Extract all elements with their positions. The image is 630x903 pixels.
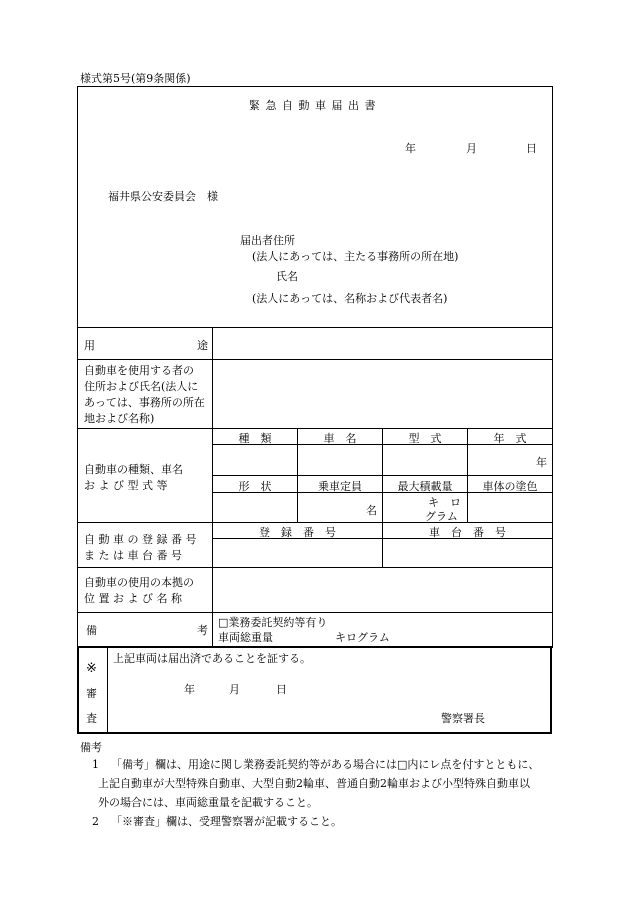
applicant-address-note: (法人にあっては、主たる事務所の所在地) bbox=[252, 250, 459, 263]
reg-label-1: 自 動 車 の 登 録 番 号 bbox=[84, 533, 197, 546]
load-unit-1: キ ロ bbox=[428, 496, 461, 509]
type-header-kind: 種 類 bbox=[238, 432, 272, 445]
remarks-checkbox-line[interactable]: □業務委託契約等有り bbox=[218, 616, 328, 629]
remarks-weight-unit: キログラム bbox=[335, 631, 390, 644]
review-day: 日 bbox=[276, 683, 287, 696]
spec-header-load: 最大積載量 bbox=[397, 480, 453, 493]
load-unit-2: グラム bbox=[425, 510, 458, 523]
review-label-1: 審 bbox=[86, 687, 97, 700]
type-label-2: お よ び 型 式 等 bbox=[84, 479, 168, 492]
applicant-address-label: 届出者住所 bbox=[240, 234, 295, 247]
remarks-weight-label: 車両総重量 bbox=[218, 631, 273, 644]
note-2-line-1: 「※審査」欄は、受理警察署が記載すること。 bbox=[111, 815, 342, 828]
review-chief: 警察署長 bbox=[441, 712, 485, 725]
base-label-1: 自動車の使用の本拠の bbox=[84, 576, 194, 589]
remarks-label-left: 備 bbox=[86, 624, 97, 637]
addressee: 福井県公安委員会 様 bbox=[108, 190, 218, 203]
applicant-name-label: 氏名 bbox=[276, 270, 298, 283]
remarks-label-right: 考 bbox=[197, 624, 208, 637]
date-year[interactable]: 年 bbox=[405, 142, 416, 155]
type-header-name: 車 名 bbox=[323, 432, 357, 445]
year-unit: 年 bbox=[536, 456, 547, 469]
purpose-label-right: 途 bbox=[197, 339, 208, 352]
review-label-2: 査 bbox=[86, 712, 97, 725]
purpose-field[interactable] bbox=[214, 329, 550, 358]
reg-header-plate: 登 録 番 号 bbox=[259, 526, 336, 539]
type-header-model: 型 式 bbox=[408, 432, 442, 445]
reg-label-2: ま た は 車 台 番 号 bbox=[84, 549, 182, 562]
note-2-number: 2 bbox=[92, 815, 99, 828]
review-certify-text: 上記車両は届出済であることを証する。 bbox=[113, 652, 311, 665]
type-label-1: 自動車の種類、車名 bbox=[84, 463, 183, 476]
review-mark: ※ bbox=[86, 661, 97, 676]
user-label-3: あっては、事務所の所在 bbox=[84, 396, 205, 409]
note-1-line-3: 外の場合には、車両総重量を記載すること。 bbox=[98, 796, 318, 809]
user-label-1: 自動車を使用する者の bbox=[84, 364, 194, 377]
user-label-2: 住所および氏名(法人に bbox=[84, 380, 199, 393]
review-month: 月 bbox=[229, 683, 240, 696]
applicant-name-note: (法人にあっては、名称および代表者名) bbox=[252, 292, 448, 305]
date-day[interactable]: 日 bbox=[526, 142, 537, 155]
review-year: 年 bbox=[184, 683, 195, 696]
form-title: 緊 急 自 動 車 届 出 書 bbox=[249, 99, 377, 112]
note-1-number: 1 bbox=[92, 758, 99, 771]
note-1-line-2: 上記自動車が大型特殊自動車、大型自動2輪車、普通自動2輪車および小型特殊自動車以 bbox=[98, 777, 530, 790]
form-id: 様式第5号(第9条関係) bbox=[80, 72, 191, 85]
user-field[interactable] bbox=[214, 361, 550, 427]
type-header-year: 年 式 bbox=[493, 432, 527, 445]
spec-header-capacity: 乗車定員 bbox=[318, 480, 362, 493]
capacity-unit: 名 bbox=[366, 504, 377, 517]
reg-header-chassis: 車 台 番 号 bbox=[429, 526, 506, 539]
base-label-2: 位 置 お よ び 名 称 bbox=[84, 592, 182, 605]
spec-header-shape: 形 状 bbox=[238, 480, 272, 493]
purpose-label-left: 用 bbox=[84, 339, 95, 352]
note-1-line-1: 「備考」欄は、用途に関し業務委託契約等がある場合には□内にレ点を付すとともに、 bbox=[111, 758, 540, 771]
user-label-4: 地および名称) bbox=[84, 412, 155, 425]
notes-heading: 備考 bbox=[80, 741, 102, 754]
date-month[interactable]: 月 bbox=[466, 142, 477, 155]
spec-header-color: 車体の塗色 bbox=[482, 480, 538, 493]
base-field[interactable] bbox=[214, 569, 550, 611]
